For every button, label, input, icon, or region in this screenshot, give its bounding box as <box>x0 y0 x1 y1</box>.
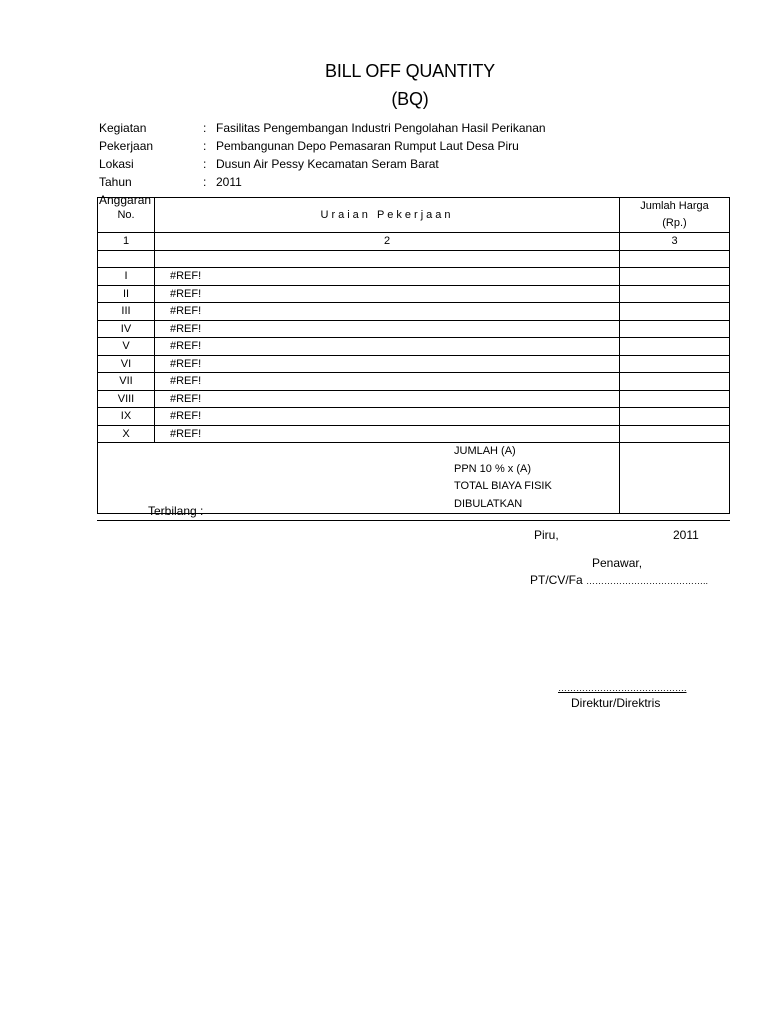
table-row <box>98 320 730 338</box>
row-number: IX <box>98 408 155 426</box>
info-colon: : <box>203 139 207 153</box>
row-price <box>620 268 730 286</box>
summary-ppn: PPN 10 % x (A) <box>454 462 532 475</box>
row-description: #REF! <box>155 355 620 373</box>
row-number: III <box>98 303 155 321</box>
row-number: V <box>98 338 155 356</box>
column-index-row <box>98 233 730 251</box>
info-label: Pekerjaan <box>99 139 154 153</box>
company-dots: ………………………………….. <box>586 576 709 586</box>
row-number: VII <box>98 373 155 391</box>
row-number: X <box>98 425 155 443</box>
row-price <box>620 285 730 303</box>
column-index: 2 <box>155 233 620 251</box>
header-price <box>620 198 730 233</box>
spacer-cell <box>620 250 730 268</box>
info-value: Pembangunan Depo Pemasaran Rumput Laut Desa Piru <box>216 139 519 153</box>
summary-inner <box>98 443 619 513</box>
column-index: 3 <box>620 233 730 251</box>
row-number: I <box>98 268 155 286</box>
header-price-line1: Jumlah Harga <box>640 200 709 212</box>
row-description: #REF! <box>155 320 620 338</box>
row-price <box>620 338 730 356</box>
row-description: #REF! <box>155 373 620 391</box>
director-label: Direktur/Direktris <box>571 696 661 710</box>
company-prefix: PT/CV/Fa <box>530 573 583 587</box>
summary-lines <box>454 443 552 513</box>
info-value: Dusun Air Pessy Kecamatan Seram Barat <box>216 157 439 171</box>
row-price <box>620 390 730 408</box>
row-price <box>620 320 730 338</box>
summary-total: TOTAL BIAYA FISIK <box>454 480 552 492</box>
table-row <box>98 425 730 443</box>
place-label: Piru, <box>534 528 559 542</box>
summary-dibulatkan: DIBULATKAN <box>454 497 523 510</box>
row-price <box>620 425 730 443</box>
row-number: VI <box>98 355 155 373</box>
terbilang-label: Terbilang : <box>148 504 204 518</box>
table-row <box>98 268 730 286</box>
info-value: 2011 <box>216 175 242 189</box>
row-description: #REF! <box>155 390 620 408</box>
row-description: #REF! <box>155 408 620 426</box>
header-no: No. <box>98 198 155 233</box>
table-row <box>98 303 730 321</box>
row-description: #REF! <box>155 303 620 321</box>
table-row <box>98 285 730 303</box>
company-line <box>530 573 708 587</box>
table-row <box>98 355 730 373</box>
spacer-cell <box>98 250 155 268</box>
year-label: 2011 <box>673 528 699 542</box>
penawar-label: Penawar, <box>592 556 643 570</box>
row-price <box>620 355 730 373</box>
row-description: #REF! <box>155 338 620 356</box>
table-header-row <box>98 198 730 233</box>
info-label: Kegiatan <box>99 121 147 135</box>
spacer-cell <box>155 250 620 268</box>
spacer-row <box>98 250 730 268</box>
summary-row <box>98 443 730 514</box>
header-description: Uraian Pekerjaan <box>155 198 620 233</box>
bill-of-quantity-table <box>97 197 730 514</box>
info-colon: : <box>203 121 207 135</box>
signature-line: ……………………………………. <box>558 683 687 693</box>
row-description: #REF! <box>155 425 620 443</box>
header-price-line2: (Rp.) <box>662 217 687 229</box>
table-row <box>98 373 730 391</box>
document-subtitle: (BQ) <box>391 89 429 109</box>
info-colon: : <box>203 157 207 171</box>
row-number: IV <box>98 320 155 338</box>
table-row <box>98 338 730 356</box>
table-row <box>98 390 730 408</box>
column-index: 1 <box>98 233 155 251</box>
table-row <box>98 408 730 426</box>
summary-labels-cell <box>98 443 620 514</box>
row-price <box>620 408 730 426</box>
info-label: Tahun Anggaran <box>99 175 152 207</box>
terbilang-underline <box>97 520 730 521</box>
summary-jumlah: JUMLAH (A) <box>454 445 516 457</box>
row-number: VIII <box>98 390 155 408</box>
row-description: #REF! <box>155 268 620 286</box>
info-value: Fasilitas Pengembangan Industri Pengolahan Hasil Perikanan <box>216 121 546 135</box>
row-description: #REF! <box>155 285 620 303</box>
info-colon: : <box>203 175 207 189</box>
summary-values-cell <box>620 443 730 514</box>
row-number: II <box>98 285 155 303</box>
row-price <box>620 373 730 391</box>
info-label: Lokasi <box>99 157 134 171</box>
row-price <box>620 303 730 321</box>
document-title: BILL OFF QUANTITY <box>325 61 495 81</box>
